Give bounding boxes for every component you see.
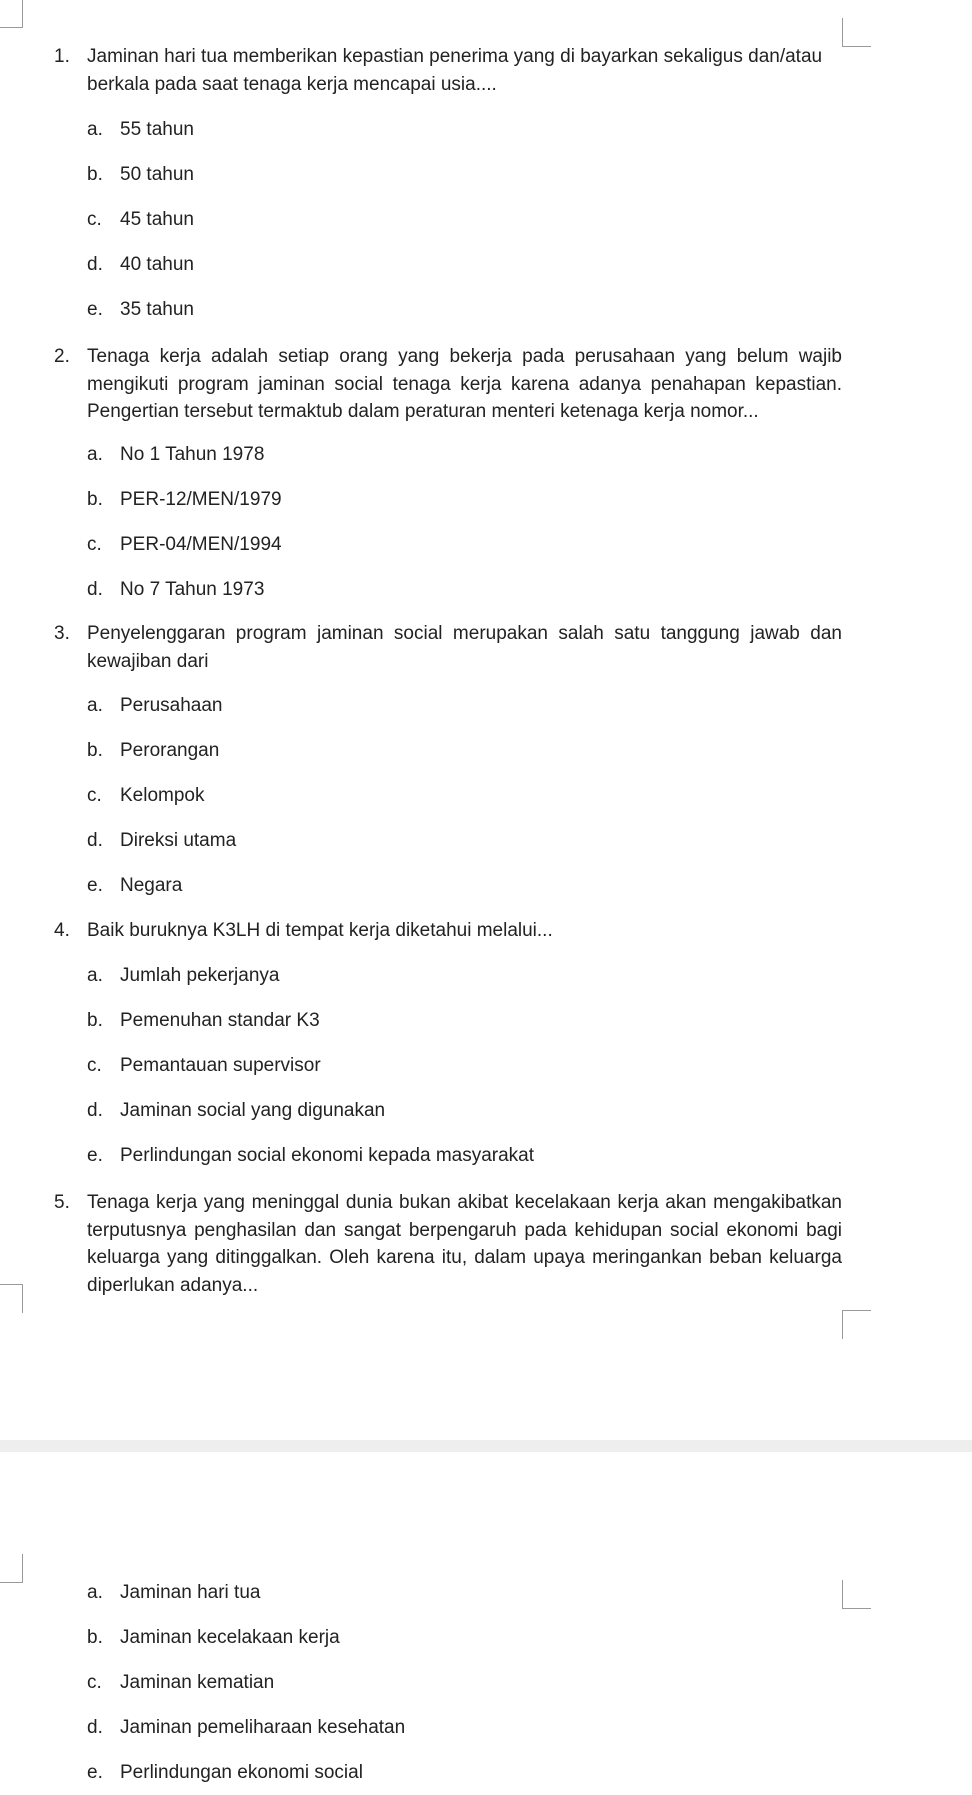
option-letter: e. [87,875,103,896]
option-1a [87,116,194,143]
option-text: 55 tahun [120,119,194,140]
option-text: Perlindungan ekonomi social [120,1762,363,1783]
margin-corner-bottom-right [842,1310,871,1339]
option-letter: a. [87,444,103,465]
question-4 [54,917,842,945]
option-letter: c. [87,785,102,806]
option-text: Jaminan social yang digunakan [120,1100,386,1121]
option-5b [87,1624,340,1651]
option-letter: e. [87,299,103,320]
option-letter: d. [87,254,103,275]
option-3a [87,692,222,719]
option-letter: b. [87,489,103,510]
option-5d [87,1714,405,1741]
option-4e [87,1142,534,1169]
question-text: Tenaga kerja adalah setiap orang yang bekerja pada perusahaan yang belum wajib mengikuti program jaminan social tenaga kerja karena adanya penahapan kepastian. Pengertian tersebut termaktub dalam peraturan menteri ketenaga kerja nomor... [87,346,842,422]
option-3e [87,872,182,899]
option-5c [87,1669,274,1696]
option-text: Negara [120,875,183,896]
option-1e [87,296,194,323]
option-letter: d. [87,1100,103,1121]
option-letter: a. [87,965,103,986]
option-2c [87,531,282,558]
question-number: 1. [54,46,70,67]
option-text: PER-12/MEN/1979 [120,489,282,510]
margin-corner-top-right [842,18,871,47]
question-text: Jaminan hari tua memberikan kepastian penerima yang di bayarkan sekaligus dan/atau berkala pada saat tenaga kerja mencapai usia.... [87,46,823,95]
option-1d [87,251,194,278]
option-letter: e. [87,1762,103,1783]
option-text: Jaminan kematian [120,1672,275,1693]
document-page-2 [0,1452,972,1795]
option-text: No 7 Tahun 1973 [120,579,265,600]
question-2 [54,343,842,426]
question-text: Tenaga kerja yang meninggal dunia bukan akibat kecelakaan kerja akan mengakibatkan terputusnya penghasilan dan sangat berpengaruh pada kehidupan social ekonomi bagi keluarga yang ditinggalkan. Oleh karena itu, dalam upaya meringankan beban keluarga diperlukan adanya... [87,1192,842,1296]
option-letter: c. [87,1672,102,1693]
option-text: 50 tahun [120,164,194,185]
question-text: Penyelenggaran program jaminan social merupakan salah satu tanggung jawab dan kewajiban dari [87,623,842,672]
option-4b [87,1007,320,1034]
margin-corner-top-left [0,0,23,28]
question-text: Baik buruknya K3LH di tempat kerja diketahui melalui... [87,920,553,941]
option-letter: e. [87,1145,103,1166]
option-text: Direksi utama [120,830,237,851]
option-3d [87,827,236,854]
option-text: Jaminan kecelakaan kerja [120,1627,340,1648]
question-1 [54,43,842,98]
option-1c [87,206,194,233]
question-number: 4. [54,920,70,941]
option-3b [87,737,219,764]
option-letter: a. [87,119,103,140]
option-letter: c. [87,1055,102,1076]
option-text: Jaminan pemeliharaan kesehatan [120,1717,406,1738]
option-letter: b. [87,164,103,185]
option-letter: b. [87,1010,103,1031]
option-text: Jaminan hari tua [120,1582,261,1603]
option-text: 45 tahun [120,209,194,230]
option-1b [87,161,194,188]
option-text: PER-04/MEN/1994 [120,534,282,555]
option-text: Kelompok [120,785,205,806]
option-letter: d. [87,1717,103,1738]
option-text: No 1 Tahun 1978 [120,444,265,465]
option-4d [87,1097,385,1124]
question-number: 2. [54,346,70,367]
option-2d [87,576,264,603]
margin-corner-top-right [842,1580,871,1609]
option-2b [87,486,282,513]
margin-corner-top-left [0,1554,23,1583]
option-letter: d. [87,830,103,851]
option-text: Pemantauan supervisor [120,1055,321,1076]
option-text: 35 tahun [120,299,194,320]
option-2a [87,441,264,468]
option-letter: d. [87,579,103,600]
option-letter: b. [87,740,103,761]
option-letter: c. [87,534,102,555]
option-5e [87,1759,363,1786]
option-text: Perusahaan [120,695,223,716]
question-3 [54,620,842,675]
question-number: 5. [54,1192,70,1213]
option-text: 40 tahun [120,254,194,275]
option-text: Perorangan [120,740,220,761]
question-5 [54,1189,842,1299]
option-text: Perlindungan social ekonomi kepada masyarakat [120,1145,535,1166]
page-break-gap [0,1440,972,1452]
option-4a [87,962,279,989]
margin-corner-bottom-left [0,1284,23,1313]
option-text: Jumlah pekerjanya [120,965,280,986]
option-letter: a. [87,1582,103,1603]
option-letter: c. [87,209,102,230]
question-number: 3. [54,623,70,644]
option-text: Pemenuhan standar K3 [120,1010,320,1031]
option-letter: a. [87,695,103,716]
option-4c [87,1052,321,1079]
option-5a [87,1579,260,1606]
option-3c [87,782,205,809]
option-letter: b. [87,1627,103,1648]
